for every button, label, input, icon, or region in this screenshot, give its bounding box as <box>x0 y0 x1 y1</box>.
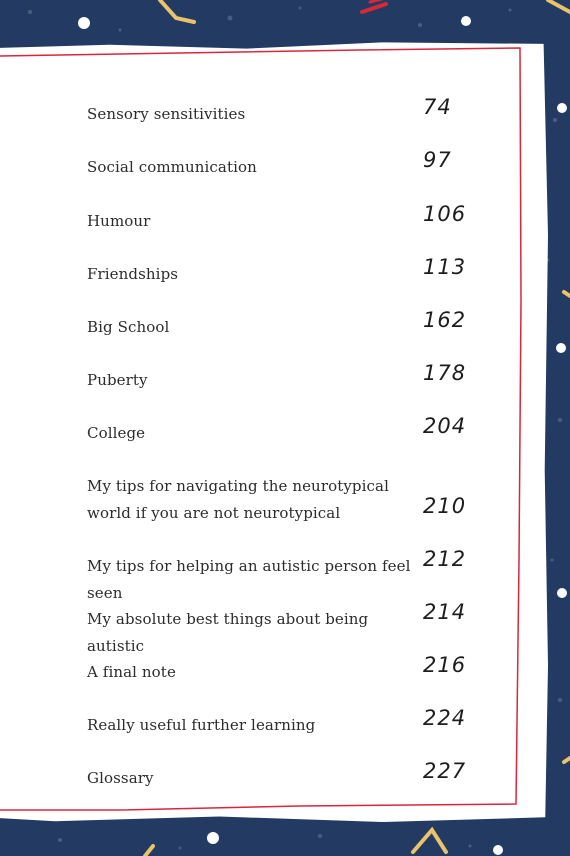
toc-entry-title: My tips for helping an autistic person feel seen <box>87 557 411 602</box>
dot-decoration <box>207 832 219 844</box>
toc-page-number: 162 <box>423 308 467 332</box>
dot-decoration <box>557 103 567 113</box>
dot-decoration <box>556 343 566 353</box>
toc-entry-title: College <box>87 424 146 442</box>
triangle-icon <box>548 0 570 12</box>
toc-entry-title: Really useful further learning <box>87 716 316 734</box>
dot-decoration <box>557 588 567 598</box>
toc-entry-title: Puberty <box>87 371 148 389</box>
triangle-icon <box>413 830 446 852</box>
toc-entry-title: My absolute best things about being autistic <box>87 610 369 655</box>
toc-page-number: 204 <box>423 414 467 438</box>
dot-decoration <box>493 845 503 855</box>
toc-entry-title: Sensory sensitivities <box>87 105 246 123</box>
toc-page-number: 214 <box>423 600 467 624</box>
stroke-decoration <box>370 0 386 2</box>
toc-page-number: 97 <box>423 148 452 172</box>
toc-page-number: 227 <box>423 759 467 783</box>
triangle-icon <box>564 292 570 296</box>
toc-entry-title: Humour <box>87 212 151 230</box>
toc-page-number: 106 <box>423 202 467 226</box>
triangle-icon <box>160 0 194 22</box>
toc-page-number: 224 <box>423 706 467 730</box>
toc-page-number: 216 <box>423 653 467 677</box>
toc-page-number: 113 <box>423 255 467 279</box>
dot-decoration <box>78 17 90 29</box>
toc-page-number: 74 <box>423 95 452 119</box>
toc-entry-title: Glossary <box>87 769 154 787</box>
dot-decoration <box>461 16 471 26</box>
triangle-icon <box>145 846 153 856</box>
toc-entry-title: My tips for navigating the neurotypical world if you are not neurotypical <box>87 477 389 522</box>
toc-entry-title: A final note <box>87 663 176 681</box>
toc-page-number: 212 <box>423 547 467 571</box>
triangle-icon <box>564 758 570 762</box>
toc-page-number: 178 <box>423 361 467 385</box>
toc-entry-title: Friendships <box>87 265 179 283</box>
toc-entry-title: Social communication <box>87 158 257 176</box>
toc-page-number: 210 <box>423 494 467 518</box>
stroke-decoration <box>362 4 386 12</box>
toc-entry-title: Big School <box>87 318 170 336</box>
